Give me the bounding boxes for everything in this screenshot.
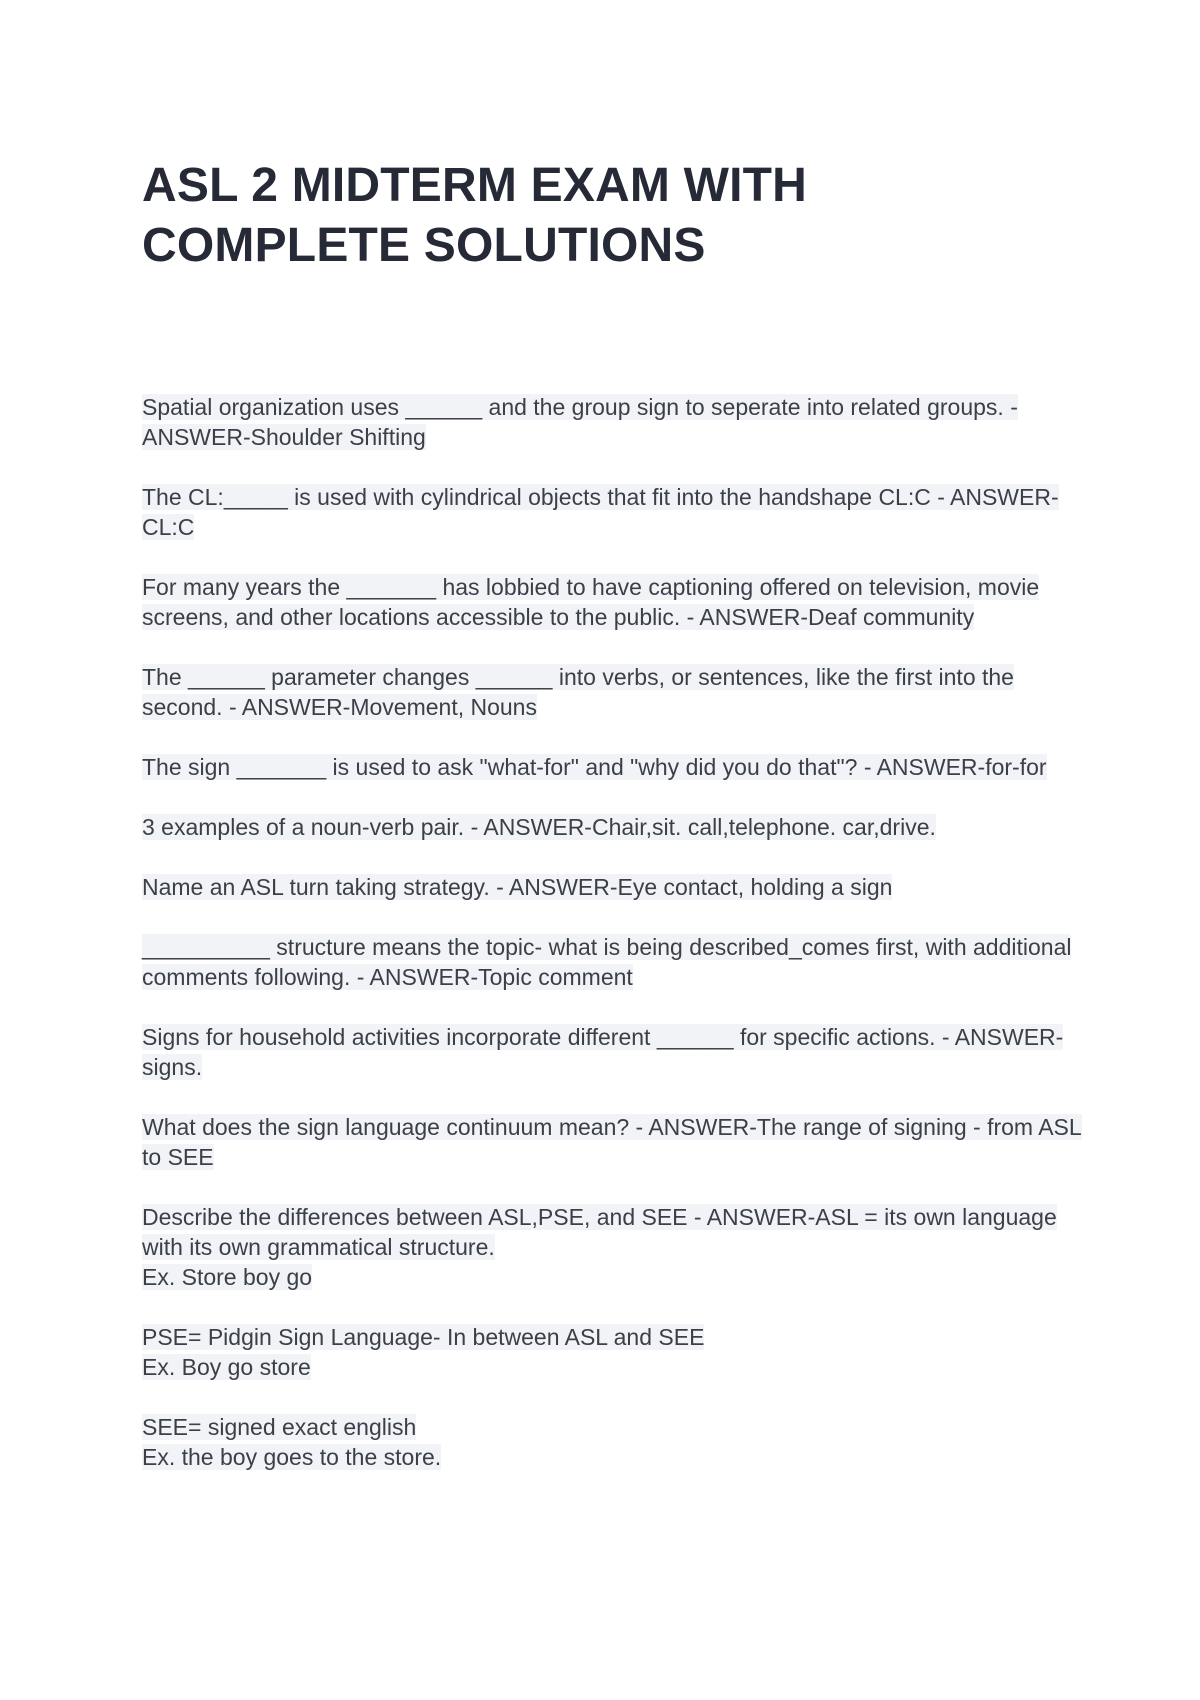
- qa-item-8: [142, 932, 1082, 992]
- qa-item-2: [142, 482, 1082, 542]
- qa-text: The CL:_____ is used with cylindrical objects that fit into the handshape CL:C - ANSWER-CL:C: [142, 484, 1059, 540]
- qa-text: The sign _______ is used to ask "what-for" and "why did you do that"? - ANSWER-for-for: [142, 754, 1047, 780]
- qa-text: The ______ parameter changes ______ into verbs, or sentences, like the first into the second. - ANSWER-Movement, Nouns: [142, 664, 1014, 720]
- qa-item-3: [142, 572, 1082, 632]
- qa-example: Ex. Store boy go: [142, 1264, 313, 1290]
- qa-text: Signs for household activities incorporate different ______ for specific actions. - ANSWER-signs.: [142, 1024, 1064, 1080]
- qa-item-1: [142, 392, 1082, 452]
- qa-item-6: [142, 812, 1082, 842]
- qa-text: What does the sign language continuum mean? - ANSWER-The range of signing - from ASL to SEE: [142, 1114, 1082, 1170]
- qa-example: Ex. the boy goes to the store.: [142, 1444, 442, 1470]
- qa-text: SEE= signed exact english: [142, 1414, 417, 1440]
- qa-item-10: [142, 1112, 1082, 1172]
- qa-item-12: [142, 1322, 1082, 1382]
- qa-text: __________ structure means the topic- what is being described_comes first, with additional comments following. - ANSWER-Topic comment: [142, 934, 1072, 990]
- qa-item-4: [142, 662, 1082, 722]
- qa-item-5: [142, 752, 1082, 782]
- qa-text: For many years the _______ has lobbied to have captioning offered on television, movie screens, and other locations accessible to the public. - ANSWER-Deaf community: [142, 574, 1040, 630]
- qa-item-11: [142, 1202, 1082, 1292]
- qa-text: Name an ASL turn taking strategy. - ANSWER-Eye contact, holding a sign: [142, 874, 893, 900]
- document-title: [142, 156, 1102, 276]
- qa-example: Ex. Boy go store: [142, 1354, 311, 1380]
- qa-item-7: [142, 872, 1082, 902]
- qa-item-13: [142, 1412, 1082, 1472]
- qa-text: Spatial organization uses ______ and the group sign to seperate into related groups. - ANSWER-Shoulder Shifting: [142, 394, 1018, 450]
- document-title-line-2: COMPLETE SOLUTIONS: [142, 219, 706, 272]
- qa-item-9: [142, 1022, 1082, 1082]
- question-answer-list: [142, 392, 1082, 1502]
- document-title-line-1: ASL 2 MIDTERM EXAM WITH: [142, 159, 808, 212]
- qa-text: PSE= Pidgin Sign Language- In between ASL and SEE: [142, 1324, 705, 1350]
- qa-text: 3 examples of a noun-verb pair. - ANSWER-Chair,sit. call,telephone. car,drive.: [142, 814, 936, 840]
- qa-text: Describe the differences between ASL,PSE, and SEE - ANSWER-ASL = its own language with its own grammatical structure.: [142, 1204, 1057, 1260]
